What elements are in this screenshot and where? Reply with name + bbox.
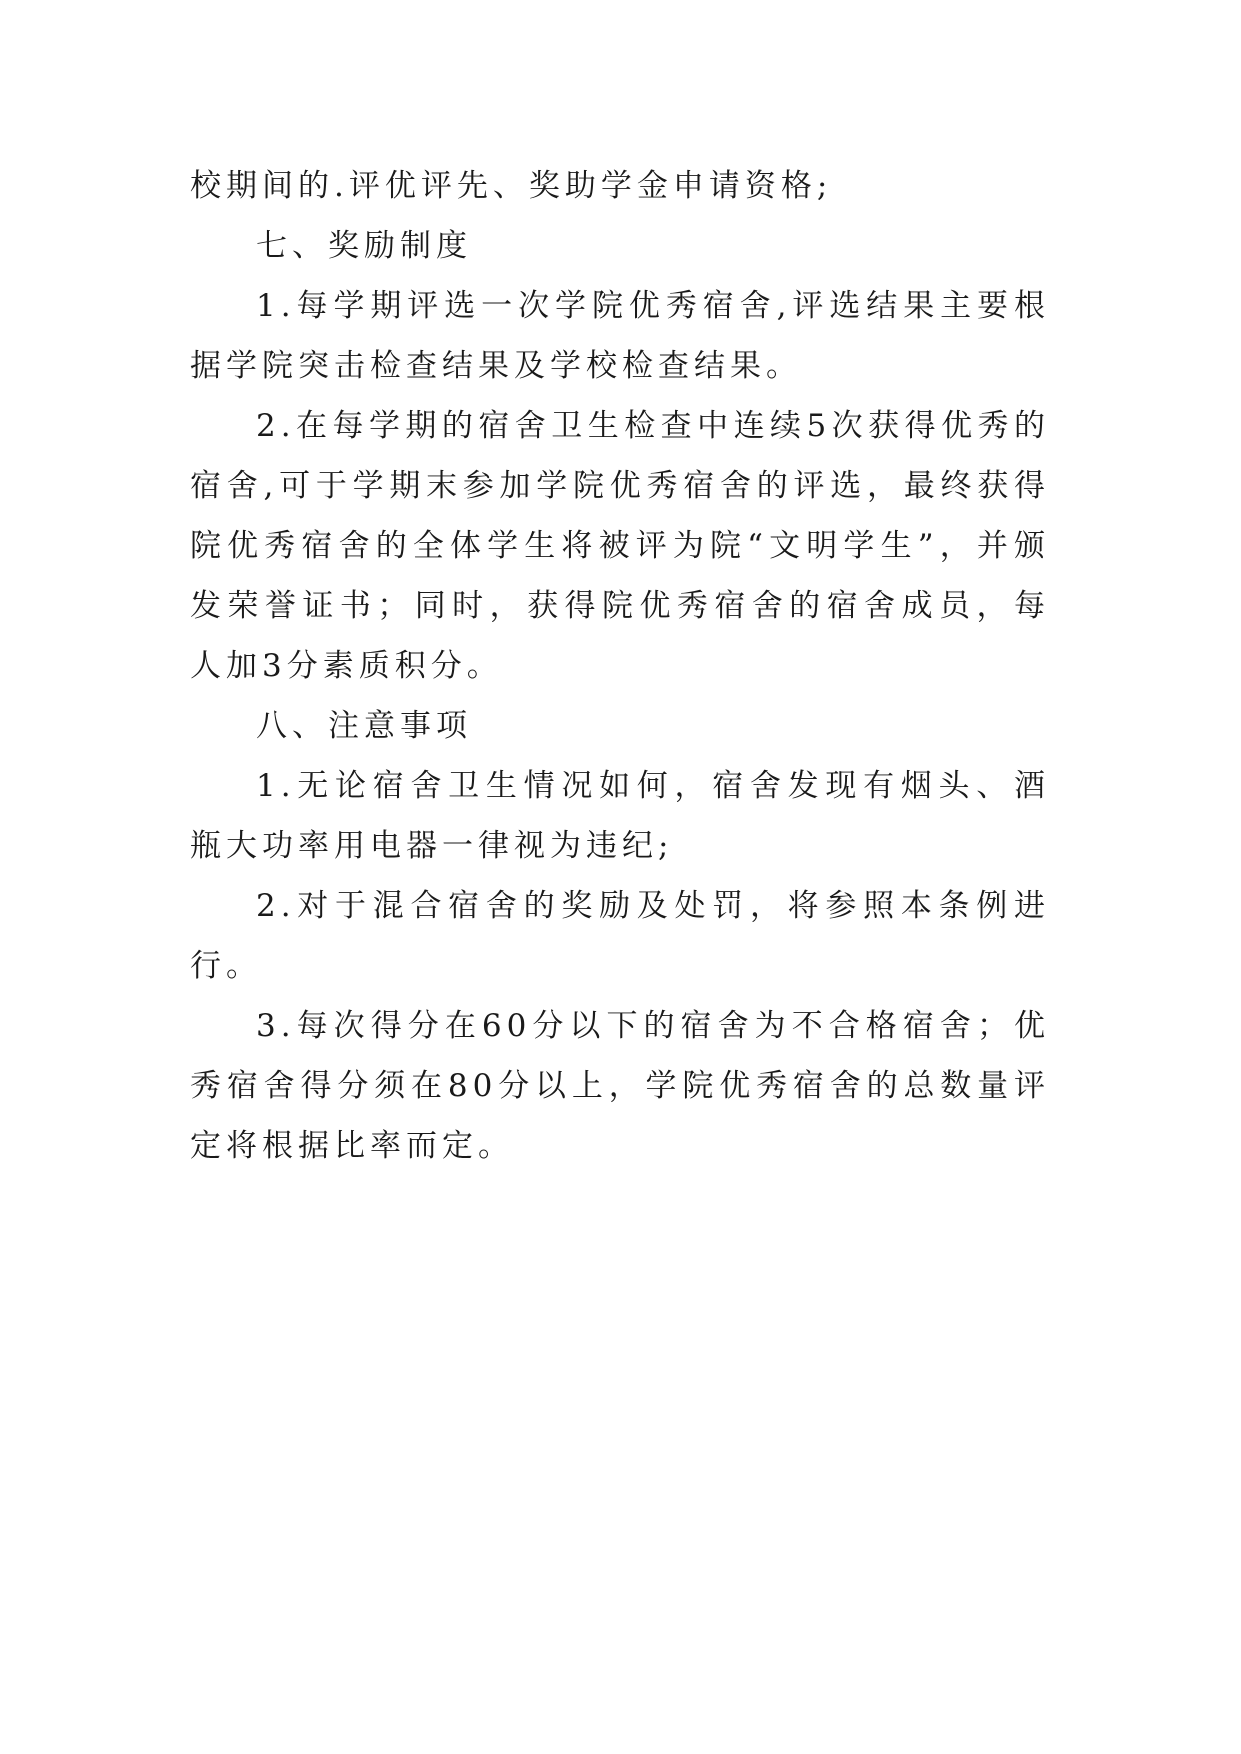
- paragraph-notes-3: 3.每次得分在60分以下的宿舍为不合格宿舍；优秀宿舍得分须在80分以上，学院优秀宿舍的总数量评定将根据比率而定。: [190, 1008, 1050, 1164]
- paragraph-rewards-2: 2.在每学期的宿舍卫生检查中连续5次获得优秀的宿舍,可于学期末参加学院优秀宿舍的评选，最终获得院优秀宿舍的全体学生将被评为院“文明学生”，并颁发荣誉证书；同时，获得院优秀宿舍的宿舍成员，每人加3分素质积分。: [190, 408, 1050, 684]
- paragraph-notes-1: 1.无论宿舍卫生情况如何，宿舍发现有烟头、酒瓶大功率用电器一律视为违纪;: [190, 768, 1050, 864]
- paragraph-rewards-1: 1.每学期评选一次学院优秀宿舍,评选结果主要根据学院突击检查结果及学校检查结果。: [190, 288, 1050, 384]
- paragraph-continuation: 校期间的.评优评先、奖助学金申请资格;: [190, 168, 833, 204]
- section-heading-rewards: 七、奖励制度: [256, 228, 472, 264]
- section-heading-notes: 八、注意事项: [256, 708, 472, 744]
- document-body: [190, 156, 1050, 1176]
- paragraph-notes-2: 2.对于混合宿舍的奖励及处罚，将参照本条例进行。: [190, 888, 1050, 984]
